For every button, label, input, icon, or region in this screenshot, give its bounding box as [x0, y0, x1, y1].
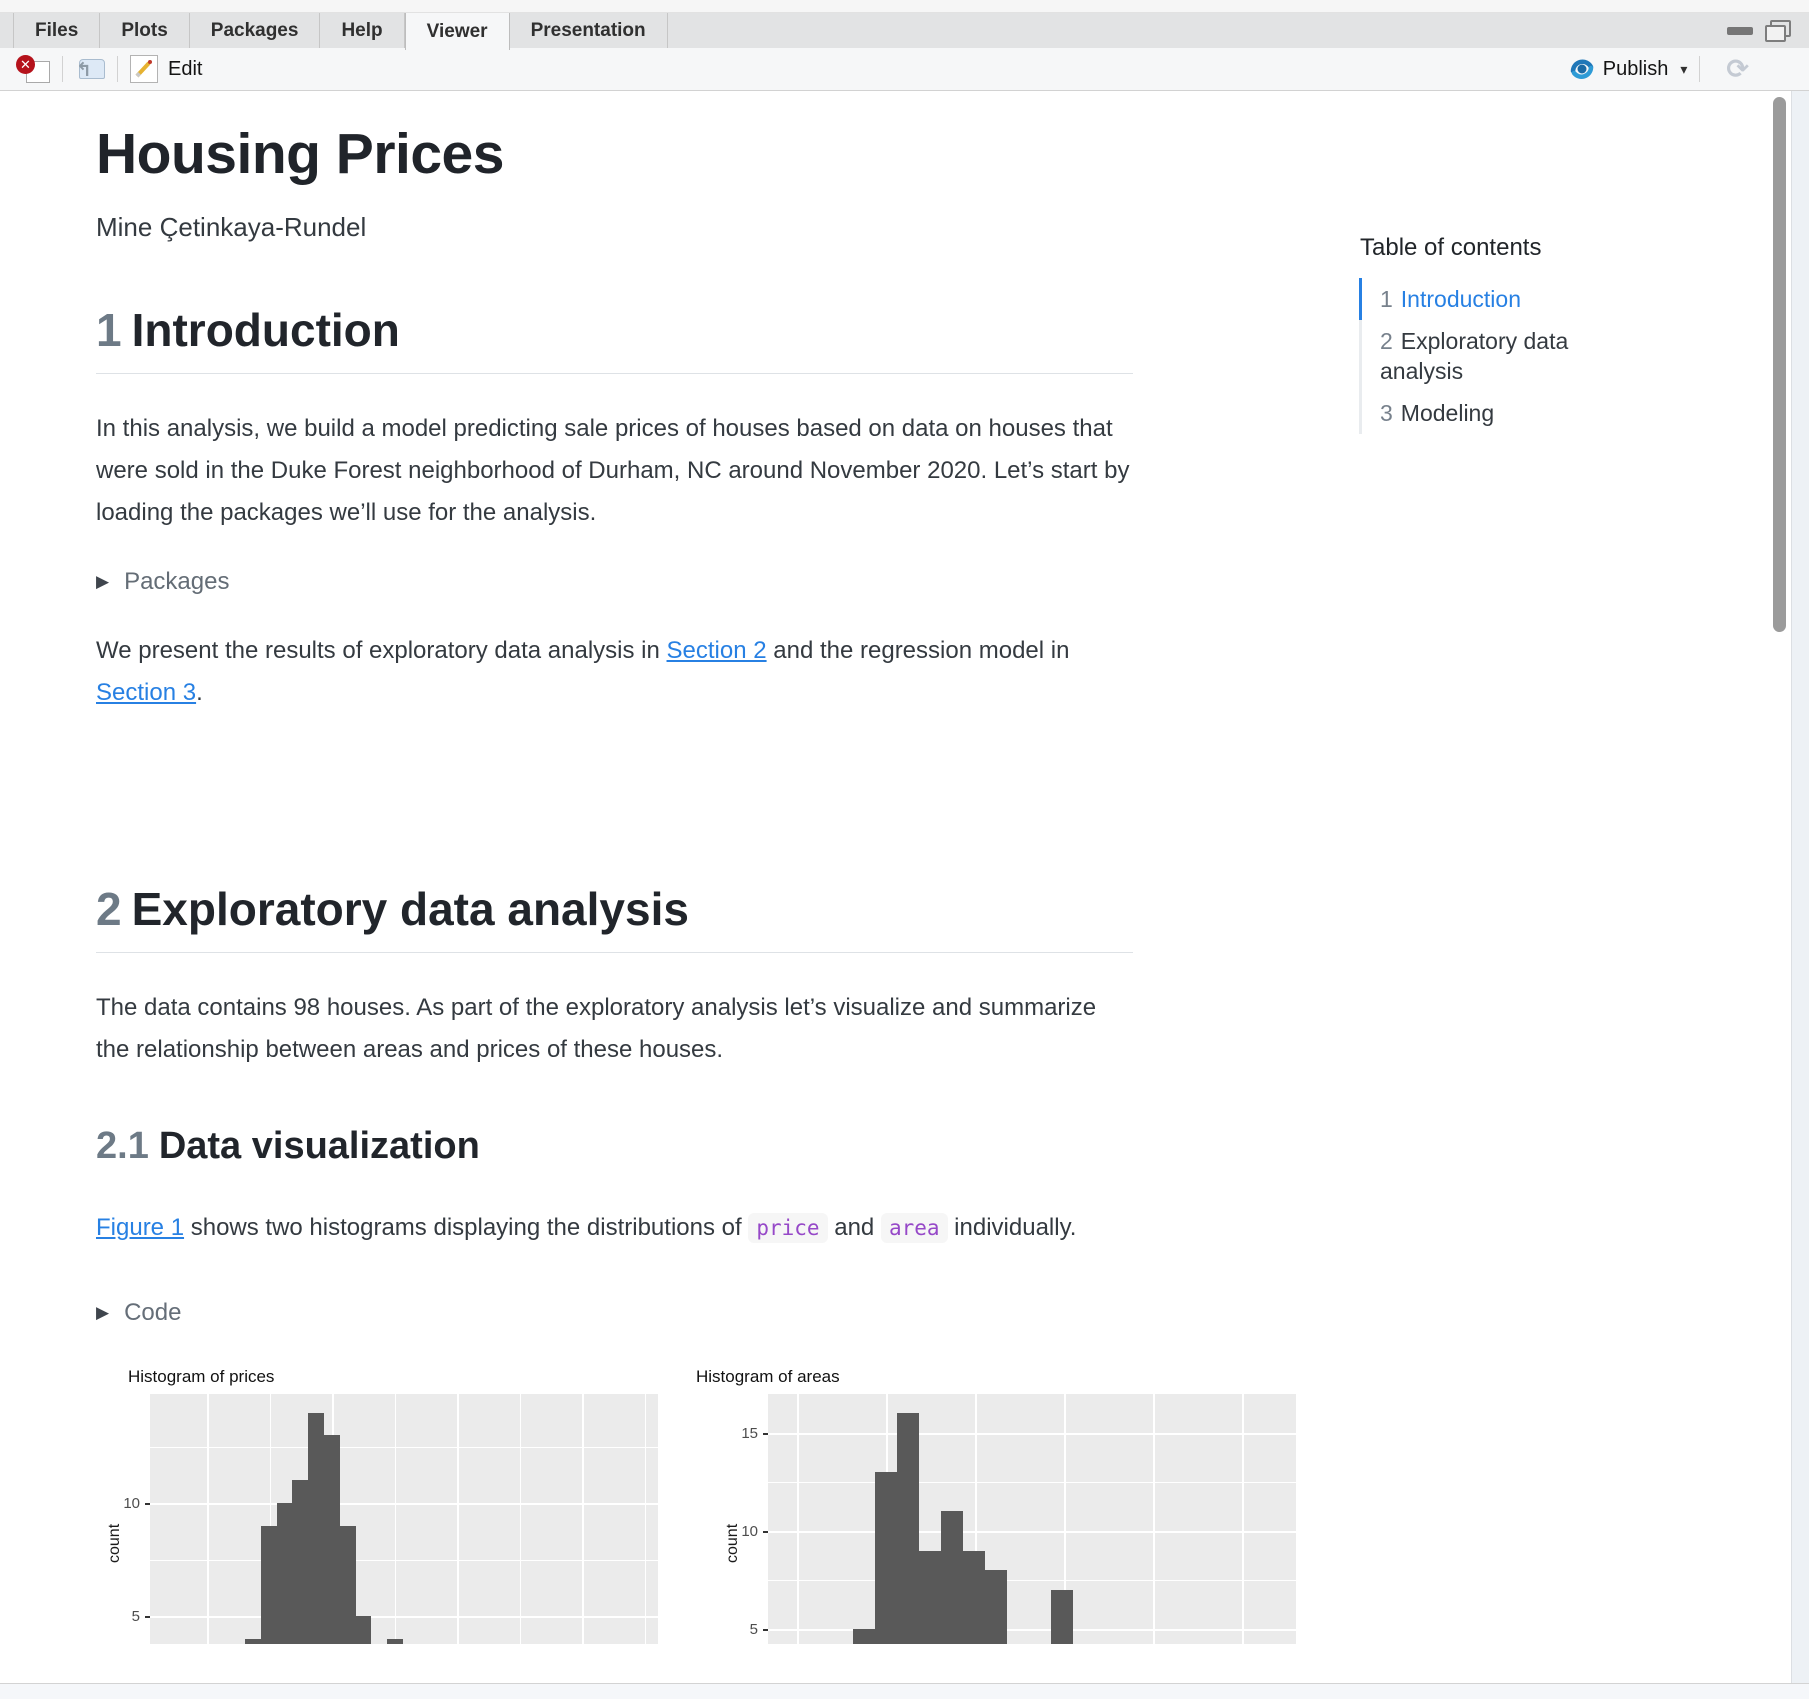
tab-files[interactable]: Files [13, 13, 100, 48]
section-3-link[interactable]: Section 3 [96, 679, 197, 706]
minor-gridline [768, 1482, 1296, 1483]
histogram-bar [387, 1639, 403, 1644]
toc-item-number: 2 [1380, 328, 1393, 354]
toc-item-number: 1 [1380, 286, 1393, 312]
publish-button-label[interactable]: Publish [1602, 57, 1669, 80]
paragraph-text: individually. [947, 1214, 1077, 1241]
histogram-prices-figure [96, 1367, 658, 1644]
inline-code-area: area [881, 1213, 948, 1243]
minor-gridline [768, 1580, 1296, 1581]
vertical-gridline [645, 1394, 647, 1644]
major-gridline [768, 1433, 1296, 1435]
disclosure-triangle-icon: ▶ [96, 572, 110, 591]
tab-strip [0, 13, 1809, 48]
tab-presentation[interactable]: Presentation [510, 13, 668, 48]
stop-x-icon: ✕ [16, 55, 35, 74]
toc-item-introduction[interactable]: 1 Introduction [1359, 278, 1611, 320]
vertical-gridline [797, 1394, 799, 1644]
histogram-bar [853, 1629, 875, 1644]
histogram-bar [875, 1472, 897, 1644]
tab-viewer[interactable]: Viewer [405, 13, 510, 50]
heading-number: 2.1 [96, 1125, 149, 1167]
paragraph-text: . [196, 679, 203, 706]
histogram-bar [897, 1413, 919, 1644]
section-2-link[interactable]: Section 2 [666, 637, 767, 664]
figure-row [96, 1367, 1306, 1644]
code-disclosure-toggle[interactable] [96, 1299, 1133, 1327]
vertical-gridline [582, 1394, 584, 1644]
edit-icon[interactable] [130, 55, 158, 83]
vertical-gridline [457, 1394, 459, 1644]
y-tick-label: 10 [123, 1495, 140, 1512]
heading-text: Exploratory data analysis [131, 883, 689, 935]
packages-disclosure-toggle[interactable] [96, 568, 1133, 596]
toolbar-separator [62, 56, 63, 82]
heading-text: Introduction [131, 304, 400, 356]
heading-data-visualization [96, 1123, 1133, 1169]
vertical-scrollbar-thumb[interactable] [1773, 97, 1786, 632]
y-tick-label: 5 [749, 1621, 758, 1638]
y-axis-label: count [724, 1523, 741, 1563]
paragraph-text: We present the results of exploratory data analysis in [96, 637, 667, 664]
viewer-content [0, 91, 1791, 1683]
histogram-bar [261, 1526, 277, 1644]
histogram-bar [292, 1480, 308, 1644]
toc-item-number: 3 [1380, 400, 1393, 426]
document-author: Mine Çetinkaya-Rundel [96, 212, 367, 242]
intro-paragraph: In this analysis, we build a model predicting sale prices of houses based on data on houses that were sold in the Duke Forest neighborhood of Durham, NC around November 2020. Let’s start by loading the packages we’ll use for the analysis. [96, 415, 1130, 526]
tab-plots[interactable]: Plots [100, 13, 189, 48]
y-tick-label: 5 [131, 1608, 140, 1625]
publish-caret-icon[interactable]: ▾ [1680, 60, 1688, 77]
figure-paragraph [96, 1207, 1133, 1249]
toolbar-separator [117, 56, 118, 82]
stop-viewer-icon[interactable] [16, 55, 50, 83]
toc-heading: Table of contents [1360, 234, 1542, 261]
histogram-bar [356, 1616, 372, 1644]
toc-item-modeling[interactable]: 3 Modeling [1359, 392, 1611, 434]
histogram-bar [308, 1413, 324, 1644]
paragraph-text: shows two histograms displaying the distributions of [184, 1214, 749, 1241]
histogram-bar [324, 1435, 340, 1644]
vertical-gridline [1242, 1394, 1244, 1644]
minimize-icon[interactable] [1727, 27, 1753, 35]
restore-window-icon[interactable] [1765, 20, 1791, 42]
chart-title: Histogram of prices [128, 1367, 275, 1386]
vertical-gridline [207, 1394, 209, 1644]
tab-help[interactable]: Help [320, 13, 404, 48]
histogram-areas-figure [658, 1367, 1296, 1644]
sections-paragraph [96, 630, 1133, 714]
paragraph-text: and [827, 1214, 881, 1241]
edit-button-label[interactable]: Edit [168, 57, 203, 80]
histogram-bar [340, 1526, 356, 1644]
publish-icon [1569, 56, 1595, 82]
vertical-gridline [520, 1394, 522, 1644]
right-gutter [1791, 91, 1809, 1698]
figure-1-link[interactable]: Figure 1 [96, 1214, 185, 1241]
open-in-new-window-icon[interactable]: ↰ [75, 57, 105, 81]
tab-packages[interactable]: Packages [190, 13, 321, 48]
heading-introduction [96, 303, 1133, 374]
major-gridline [768, 1629, 1296, 1631]
y-axis-label: count [106, 1523, 123, 1563]
y-tick-label: 15 [741, 1425, 758, 1442]
heading-text: Data visualization [158, 1125, 480, 1167]
code-toggle-label: Code [124, 1299, 182, 1326]
table-of-contents [1359, 234, 1611, 434]
horizontal-scrollbar-track[interactable] [0, 1683, 1809, 1699]
y-tick-label: 10 [741, 1523, 758, 1540]
histogram-bar [941, 1511, 963, 1644]
histogram-bar [985, 1570, 1007, 1644]
chart-panel [150, 1394, 658, 1644]
chart-panel [768, 1394, 1296, 1644]
heading-eda [96, 882, 1133, 953]
inline-code-price: price [748, 1213, 827, 1243]
paragraph-text: and the regression model in [766, 637, 1070, 664]
chart-title: Histogram of areas [696, 1367, 840, 1386]
eda-paragraph: The data contains 98 houses. As part of the exploratory analysis let’s visualize and summarize the relationship between areas and prices of these houses. [96, 994, 1097, 1063]
refresh-icon[interactable]: ⟳ [1726, 53, 1749, 84]
pane-top-strip [0, 0, 1809, 13]
histogram-bar [963, 1551, 985, 1644]
histogram-bar [919, 1551, 941, 1644]
toc-item-exploratory-data-analysis[interactable]: 2 Exploratory data analysis [1359, 320, 1611, 392]
histogram-bar [277, 1503, 293, 1644]
document-title: Housing Prices [96, 122, 504, 186]
heading-number: 2 [96, 883, 122, 935]
viewer-toolbar [0, 48, 1809, 91]
toolbar-separator [1699, 56, 1700, 82]
rendered-document [0, 91, 1133, 1644]
vertical-gridline [1153, 1394, 1155, 1644]
major-gridline [768, 1531, 1296, 1533]
disclosure-triangle-icon: ▶ [96, 1303, 110, 1322]
packages-toggle-label: Packages [124, 568, 230, 595]
histogram-bar [245, 1639, 261, 1644]
vertical-gridline [395, 1394, 397, 1644]
heading-number: 1 [96, 304, 122, 356]
histogram-bar [1051, 1590, 1073, 1644]
